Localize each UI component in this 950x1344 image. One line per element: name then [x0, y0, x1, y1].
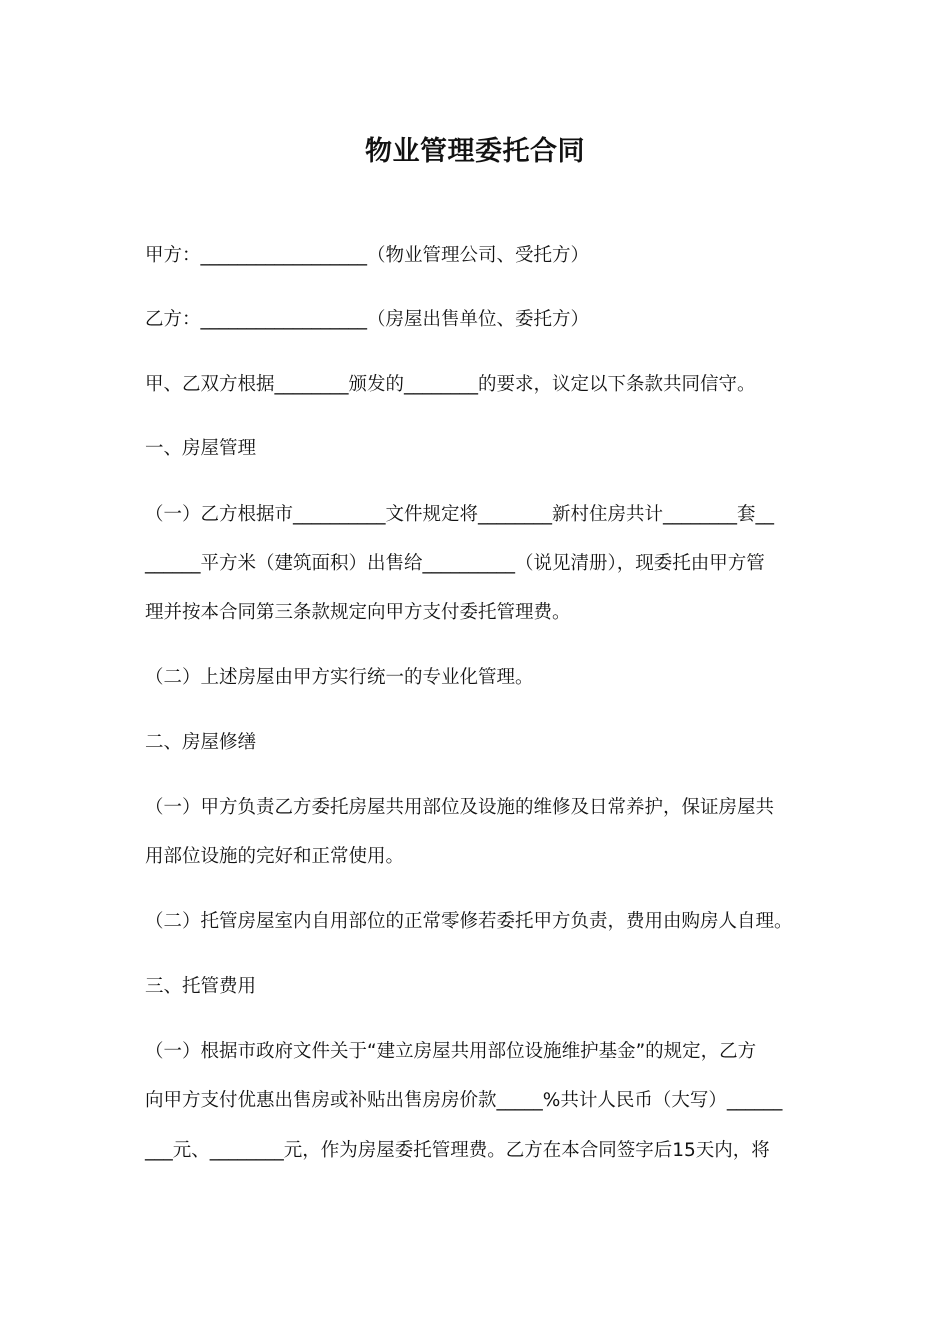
paragraph-line: ______平方米（建筑面积）出售给__________（说见清册），现委托由甲方管	[145, 553, 765, 574]
paragraph-line: ___元、________元，作为房屋委托管理费。乙方在本合同签字后15天内，将	[145, 1140, 770, 1161]
section-heading: 二、房屋修缮	[145, 732, 257, 753]
preamble-line: 甲、乙双方根据________颁发的________的要求，议定以下条款共同信守。	[145, 374, 756, 395]
party-a-line: 甲方：__________________（物业管理公司、受托方）	[145, 245, 590, 266]
section-heading: 三、托管费用	[145, 976, 257, 997]
section-heading: 一、房屋管理	[145, 438, 257, 459]
paragraph-line: （二）托管房屋室内自用部位的正常零修若委托甲方负责，费用由购房人自理。	[145, 911, 793, 932]
document-title: 物业管理委托合同	[365, 136, 585, 167]
paragraph-line: 理并按本合同第三条款规定向甲方支付委托管理费。	[145, 602, 571, 623]
paragraph-line: （一）乙方根据市__________文件规定将________新村住房共计________套__	[145, 504, 775, 525]
paragraph-line: 用部位设施的完好和正常使用。	[145, 846, 405, 867]
paragraph-line: 向甲方支付优惠出售房或补贴出售房房价款_____%共计人民币（大写）______	[145, 1090, 783, 1111]
paragraph-line: （一）甲方负责乙方委托房屋共用部位及设施的维修及日常养护，保证房屋共	[145, 797, 775, 818]
party-b-line: 乙方：__________________（房屋出售单位、委托方）	[145, 309, 590, 330]
paragraph-line: （一）根据市政府文件关于“建立房屋共用部位设施维护基金”的规定，乙方	[145, 1041, 757, 1062]
paragraph-line: （二）上述房屋由甲方实行统一的专业化管理。	[145, 667, 534, 688]
